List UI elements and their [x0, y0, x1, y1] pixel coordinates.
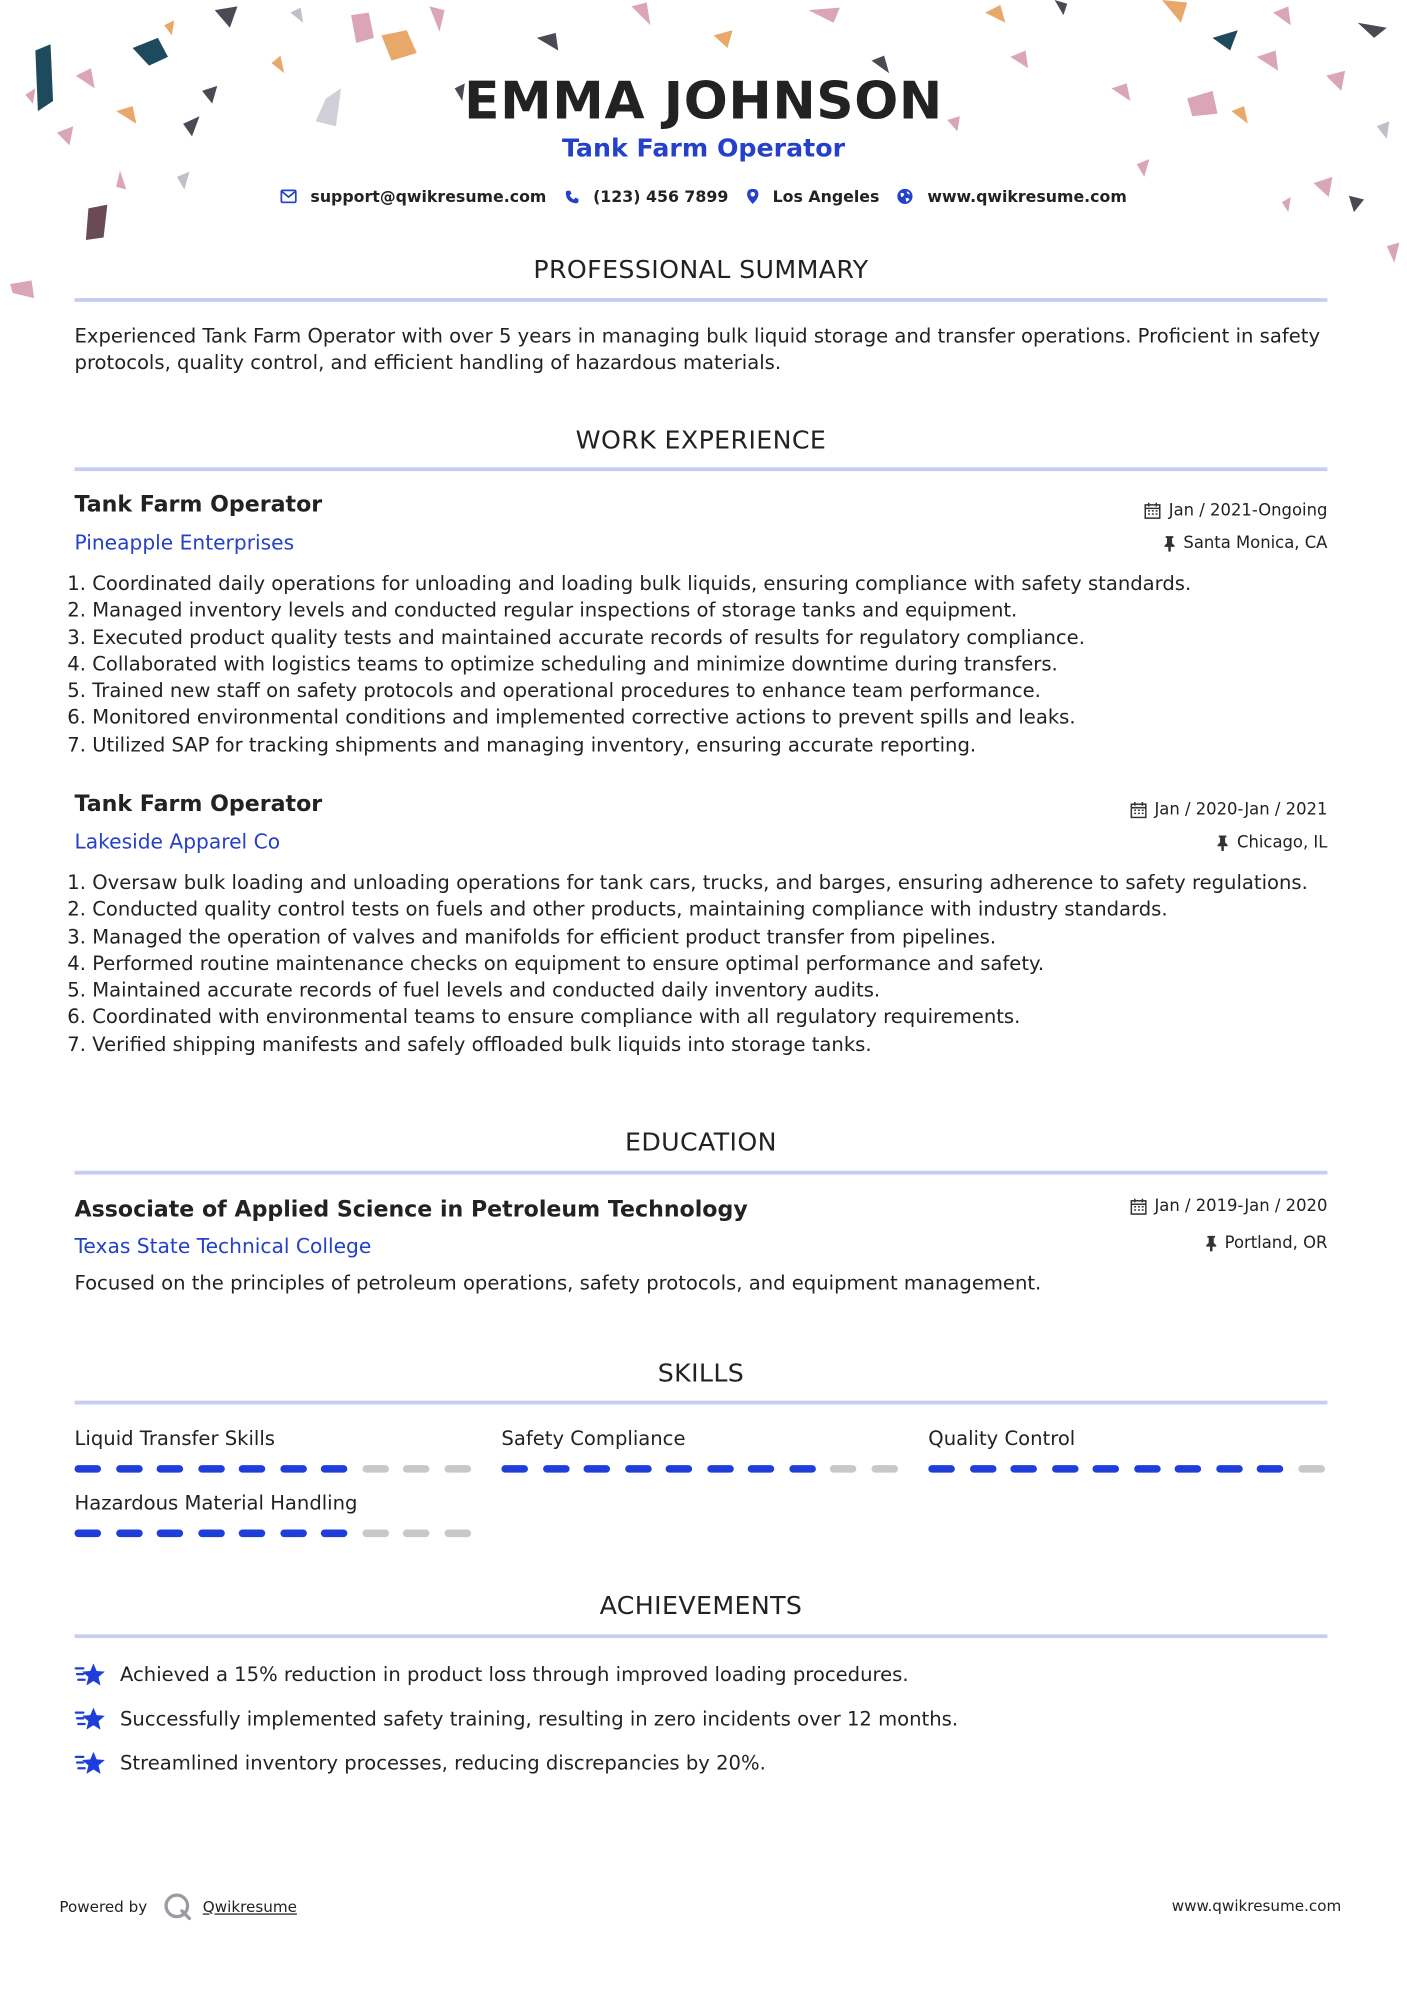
skill-level-dash: [1134, 1465, 1161, 1473]
skill-level-dash: [198, 1465, 225, 1473]
skill-level-dash: [444, 1465, 471, 1473]
skill-4-meter: [75, 1529, 485, 1537]
contact-website[interactable]: [897, 187, 1127, 206]
calendar-icon: [1145, 503, 1161, 519]
footer-url[interactable]: www.qwikresume.com: [1171, 1897, 1342, 1915]
skill-level-dash: [542, 1465, 569, 1473]
skill-2-name: Safety Compliance: [501, 1427, 686, 1450]
skill-level-dash: [501, 1465, 528, 1473]
achievement-1-text: Achieved a 15% reduction in product loss through improved loading procedures.: [119, 1663, 909, 1687]
skill-level-dash: [1298, 1465, 1325, 1473]
job-1-location-text: Santa Monica, CA: [1183, 534, 1328, 554]
job-2-role: Tank Farm Operator: [74, 791, 323, 818]
job-2-dates-text: Jan / 2020-Jan / 2021: [1154, 800, 1328, 820]
summary-divider: [75, 298, 1328, 302]
list-item: 1. Oversaw bulk loading and unloading operations for tank cars, trucks, and barges, ensuring adherence to safety regulations.: [92, 870, 1308, 897]
list-item: 3. Managed the operation of valves and manifolds for efficient product transfer from pipelines.: [92, 924, 1308, 951]
skill-level-dash: [1092, 1465, 1119, 1473]
skill-level-dash: [239, 1465, 266, 1473]
list-item: 2. Conducted quality control tests on fuels and other products, maintaining compliance with industry standards.: [92, 897, 1308, 924]
education-location: [1204, 1234, 1327, 1253]
experience-divider: [75, 467, 1328, 471]
education-divider: [75, 1171, 1328, 1175]
shooting-star-icon: [75, 1661, 108, 1689]
skill-level-dash: [969, 1465, 996, 1473]
skill-level-dash: [871, 1465, 898, 1473]
skill-level-dash: [157, 1529, 184, 1537]
achievements-divider: [75, 1634, 1328, 1638]
skill-level-dash: [666, 1465, 693, 1473]
skill-1-name: Liquid Transfer Skills: [74, 1427, 276, 1450]
contact-phone[interactable]: [564, 187, 728, 206]
contact-website-text: www.qwikresume.com: [927, 186, 1127, 206]
skill-3-meter: [928, 1465, 1338, 1473]
contact-bar: [0, 187, 1407, 206]
footer-powered-by: [59, 1892, 297, 1922]
envelope-icon: [280, 189, 296, 203]
list-item: 3. Executed product quality tests and maintained accurate records of results for regulatory compliance.: [92, 625, 1191, 652]
contact-location-text: Los Angeles: [772, 186, 880, 206]
skill-level-dash: [239, 1529, 266, 1537]
skill-level-dash: [321, 1465, 348, 1473]
experience-heading: WORK EXPERIENCE: [575, 424, 827, 455]
education-description: Focused on the principles of petroleum operations, safety protocols, and equipment management.: [74, 1271, 1042, 1295]
job-2-location-text: Chicago, IL: [1236, 833, 1328, 853]
summary-line-1: Experienced Tank Farm Operator with over 5 years in managing bulk liquid storage and transfer operations. Proficient in safety: [74, 324, 1321, 348]
list-item: 4. Performed routine maintenance checks on equipment to ensure optimal performance and safety.: [92, 951, 1308, 978]
list-item: 6. Coordinated with environmental teams to ensure compliance with all regulatory requirements.: [92, 1005, 1308, 1032]
pushpin-icon: [1217, 835, 1230, 851]
education-degree: Associate of Applied Science in Petroleum Technology: [74, 1197, 748, 1223]
job-1-role: Tank Farm Operator: [74, 492, 323, 518]
skill-level-dash: [75, 1529, 102, 1537]
list-item: 4. Collaborated with logistics teams to optimize scheduling and minimize downtime during transfers.: [92, 652, 1191, 679]
skill-level-dash: [403, 1465, 430, 1473]
shooting-star-icon: [75, 1705, 108, 1733]
job-1-location: [1163, 534, 1327, 553]
contact-location: [746, 187, 879, 206]
job-2-company: Lakeside Apparel Co: [74, 829, 281, 854]
job-2-bullets: [72, 870, 1308, 1058]
education-dates-text: Jan / 2019-Jan / 2020: [1154, 1197, 1328, 1217]
skill-level-dash: [321, 1529, 348, 1537]
achievements-heading: ACHIEVEMENTS: [599, 1590, 803, 1621]
shooting-star-icon: [75, 1749, 108, 1777]
pushpin-icon: [1204, 1235, 1217, 1251]
list-item: 1. Coordinated daily operations for unloading and loading bulk liquids, ensuring compliance with safety standards.: [92, 571, 1191, 598]
job-1-bullets: [72, 571, 1191, 759]
skill-level-dash: [748, 1465, 775, 1473]
job-1-dates: [1145, 501, 1328, 520]
candidate-name: EMMA JOHNSON: [464, 70, 943, 132]
skill-level-dash: [1051, 1465, 1078, 1473]
skill-2-meter: [501, 1465, 911, 1473]
education-location-text: Portland, OR: [1224, 1233, 1328, 1253]
skill-1-meter: [75, 1465, 485, 1473]
skills-heading: SKILLS: [657, 1357, 745, 1389]
skill-level-dash: [1175, 1465, 1202, 1473]
calendar-icon: [1130, 1199, 1146, 1215]
skill-level-dash: [362, 1529, 389, 1537]
skill-level-dash: [625, 1465, 652, 1473]
skill-level-dash: [280, 1529, 307, 1537]
list-item: 5. Maintained accurate records of fuel levels and conducted daily inventory audits.: [92, 978, 1308, 1005]
achievement-3-text: Streamlined inventory processes, reducing discrepancies by 20%.: [119, 1751, 766, 1775]
skill-level-dash: [198, 1529, 225, 1537]
skill-level-dash: [403, 1529, 430, 1537]
skill-level-dash: [157, 1465, 184, 1473]
achievement-1: [75, 1661, 909, 1689]
skill-level-dash: [1010, 1465, 1037, 1473]
phone-icon: [564, 189, 579, 204]
powered-by-text: Powered by: [59, 1898, 148, 1916]
candidate-title: Tank Farm Operator: [561, 132, 846, 163]
globe-icon: [897, 188, 913, 204]
skill-level-dash: [75, 1465, 102, 1473]
achievement-2-text: Successfully implemented safety training, resulting in zero incidents over 12 months.: [119, 1707, 959, 1731]
list-item: 7. Verified shipping manifests and safely offloaded bulk liquids into storage tanks.: [92, 1032, 1308, 1059]
skill-level-dash: [280, 1465, 307, 1473]
skill-level-dash: [584, 1465, 611, 1473]
list-item: 6. Monitored environmental conditions and implemented corrective actions to prevent spills and leaks.: [92, 705, 1191, 732]
skill-level-dash: [707, 1465, 734, 1473]
summary-text: [75, 323, 1321, 377]
achievement-3: [75, 1749, 766, 1777]
skill-level-dash: [444, 1529, 471, 1537]
job-2-dates: [1130, 801, 1327, 820]
job-1-company: Pineapple Enterprises: [74, 530, 295, 555]
pushpin-icon: [1163, 536, 1176, 552]
skill-level-dash: [362, 1465, 389, 1473]
qwikresume-link[interactable]: Qwikresume: [202, 1898, 297, 1916]
contact-email[interactable]: [280, 187, 546, 206]
education-dates: [1130, 1197, 1327, 1216]
list-item: 2. Managed inventory levels and conducted regular inspections of storage tanks and equipment.: [92, 598, 1191, 625]
education-heading: EDUCATION: [624, 1126, 777, 1157]
contact-email-text: support@qwikresume.com: [310, 186, 547, 206]
map-pin-icon: [746, 188, 759, 204]
skill-level-dash: [116, 1465, 143, 1473]
skill-level-dash: [116, 1529, 143, 1537]
qwikresume-logo-icon: [162, 1892, 192, 1922]
summary-line-2: protocols, quality control, and efficient handling of hazardous materials.: [74, 351, 782, 375]
contact-phone-text: (123) 456 7899: [593, 186, 729, 206]
job-1-dates-text: Jan / 2021-Ongoing: [1168, 501, 1328, 521]
list-item: 7. Utilized SAP for tracking shipments and managing inventory, ensuring accurate reporting.: [92, 732, 1191, 759]
skill-level-dash: [830, 1465, 857, 1473]
skills-divider: [75, 1401, 1328, 1405]
education-school: Texas State Technical College: [74, 1233, 372, 1258]
achievement-2: [75, 1705, 959, 1733]
skill-level-dash: [1216, 1465, 1243, 1473]
list-item: 5. Trained new staff on safety protocols and operational procedures to enhance team performance.: [92, 678, 1191, 705]
calendar-icon: [1130, 802, 1146, 818]
skill-3-name: Quality Control: [928, 1427, 1076, 1450]
skill-level-dash: [789, 1465, 816, 1473]
summary-heading: PROFESSIONAL SUMMARY: [533, 253, 869, 285]
job-2-location: [1217, 834, 1328, 853]
skill-4-name: Hazardous Material Handling: [74, 1491, 358, 1515]
skill-level-dash: [1257, 1465, 1284, 1473]
skill-level-dash: [928, 1465, 955, 1473]
